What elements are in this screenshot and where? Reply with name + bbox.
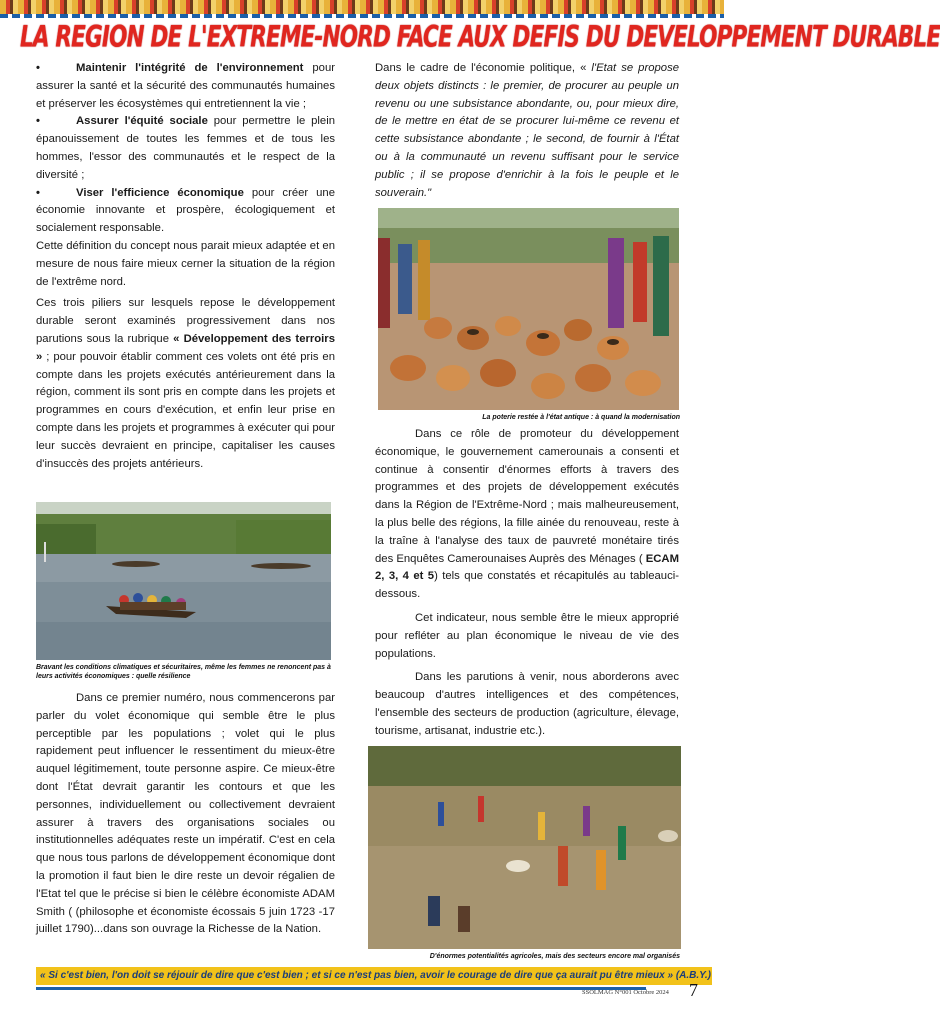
photo-agriculture-caption: D'énormes potentialités agricoles, mais des secteurs encore mal organisés (429, 953, 680, 960)
paragraph-first-issue: Dans ce premier numéro, nous commencerons par parler du volet économique qui semble être le plus perceptible par les populations ; volet qui le plus rapidement peut influencer le ressentiment du mieux-être auquel légitimement, toute personne aspire. Ce mieux-être dont l'État devrait garantir les contours et que les personnes, individuellement ou collectivement devraient assurer à travers des organisations sociales ou institutionnelles adéquates reste un impératif. C'est en cela que nous tous parlons de développement économique dont la promotion il faut bien le dire reste un devoir régalien de l'Etat tel que le précise si bien le célèbre économiste ADAM Smith ( (philosophe et économiste écossais 5 juin 1723 -17 juillet 1790)...dans son ouvrage la Richesse de la Nation. (36, 692, 335, 936)
paragraph-pillars: Ces trois piliers sur lesquels repose le développement durable seront examinés progressivement dans nos parutions sous la rubrique « Développement des terroirs » ; pour pouvoir établir comment ces volets ont été pris en compte dans les projets exécutés antérieurement dans la région, comment ils sont pris en compte dans les projets et programmes en cours d'exécution, et enfin leur prise en compte dans les projets et programmes à exécuter qui pour leur succès devraient en principe, capitaliser les causes d'insuccès des projets antérieurs. (36, 297, 335, 470)
photo-pottery-market (378, 208, 679, 410)
photo-agriculture-field (368, 746, 681, 949)
pottery-market-image (378, 208, 679, 410)
photo-pirogue-river (36, 502, 331, 660)
right-column (375, 60, 679, 202)
footer-quote: « Si c'est bien, l'on doit se réjouir de dire que c'est bien ; et si ce n'est pas bien, avoir le courage de dire que ça aurait pu être mieux » (A.B.Y.) (40, 970, 712, 981)
paragraph-promoter-role: Dans ce rôle de promoteur du développement économique, le gouvernement camerounais a consenti et continue à consentir d'énormes efforts à travers des programmes et des projets de développement exécutés dans la Région de l'Extrême-Nord ; mais malheureusement, la plus belle des régions, la fille ainée du renouveau, reste à la traîne à l'analyse des taux de pauvreté monétaire tirés des Enquêtes Camerounaises Auprès des Ménages ( ECAM 2, 3, 4 et 5) tels que constatés et récapitulés au tableauci-dessous. (375, 428, 679, 601)
left-column-lower (36, 690, 335, 939)
left-column (36, 60, 335, 473)
bullet-environment: • Maintenir l'intégrité de l'environnement pour assurer la santé et la sécurité des communautés humaines et préserver les écosystèmes qui entretiennent la vie ; (36, 62, 335, 110)
paragraph-definition: Cette définition du concept nous parait mieux adaptée et en mesure de nous faire mieux cerner la situation de la région de l'extrême nord. (36, 239, 335, 288)
photo-pottery-caption: La poterie restée à l'état antique : à quand la modernisation (482, 414, 680, 421)
paragraph-future-issues: Dans les parutions à venir, nous aborderons avec beaucoup d'autres intelligences et des compétences, l'ensemble des secteurs de production (agriculture, élevage, tourisme, artisanat, industrie etc.). (375, 671, 679, 737)
page-title: LA REGION DE L'EXTREME-NORD FACE AUX DEFIS DU DEVELOPPEMENT DURABLE (20, 21, 940, 55)
bullet-economic-efficiency: • Viser l'efficience économique pour créer une économie innovante et prospère, écologiquement et socialement responsable. (36, 186, 335, 235)
footer-divider (36, 987, 646, 990)
paragraph-adam-smith-quote: Dans le cadre de l'économie politique, « l'Etat se propose deux objets distincts : le premier, de procurer au peuple un revenu ou une subsistance abondante, ou, pour mieux dire, de le mettre en état de se procurer lui-même ce revenu et cette subsistance abondante ; le second, de fournir à l'État ou à la communauté un revenu suffisant pour le service public ; il se propose d'enrichir à la fois le peuple et le souverain." (375, 62, 679, 199)
paragraph-indicator: Cet indicateur, nous semble être le mieux approprié pour refléter au plan économique le niveau de vie des populations. (375, 611, 679, 660)
magazine-issue: SSOLMAG N°001 Octobre 2024 (582, 989, 669, 996)
decorative-top-border (0, 0, 724, 18)
agriculture-field-image (368, 746, 681, 949)
photo-pirogue-caption: Bravant les conditions climatiques et sécuritaires, même les femmes ne renoncent pas à leurs activités économiques : quelle résilience (36, 664, 331, 680)
right-column-middle (375, 426, 679, 741)
page-number: 7 (689, 980, 698, 1000)
pirogue-river-image (36, 502, 331, 660)
bullet-social-equity: • Assurer l'équité sociale pour permettre le plein épanouissement de toutes les femmes et de tous les hommes, l'essor des communautés et le respect de la diversité ; (36, 115, 335, 181)
